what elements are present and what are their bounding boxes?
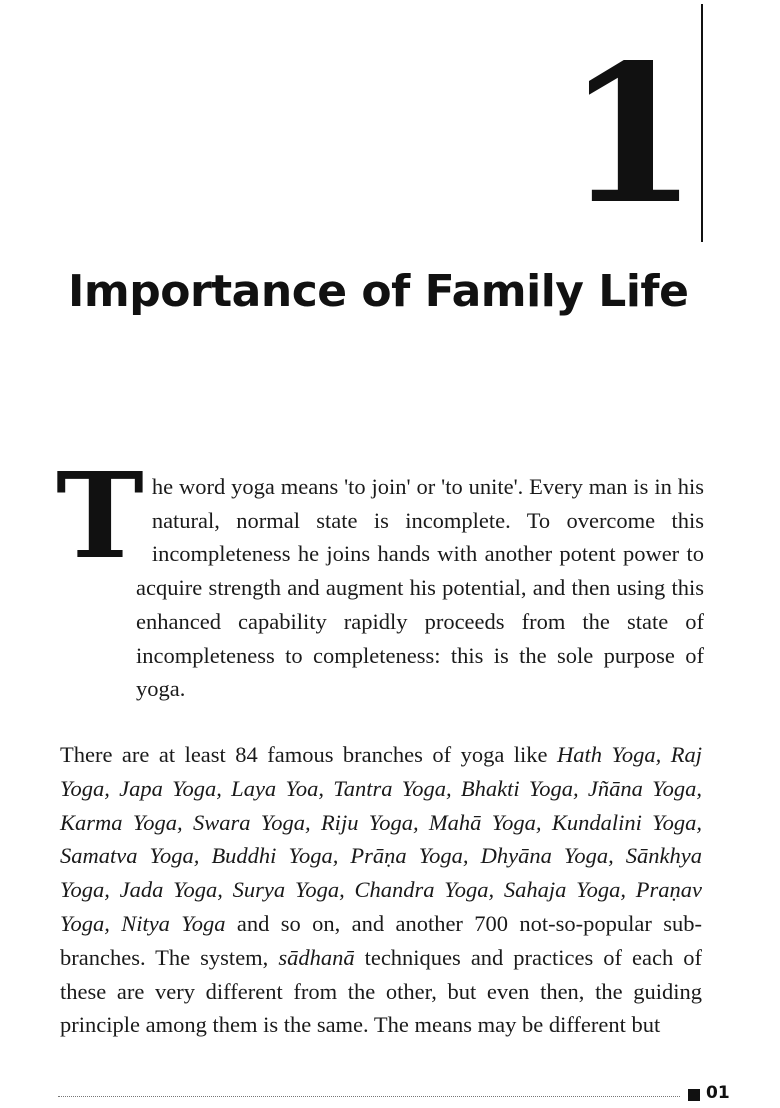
footer-rule: [58, 1096, 680, 1097]
yoga-branches: Hath Yoga, Raj Yoga, Japa Yoga, Laya Yoa, Tantra Yoga, Bhakti Yoga, Jñāna Yoga, Karma Yoga, Swara Yoga, Riju Yoga, Mahā Yoga, Kundalini Yoga, Samatva Yoga, Buddhi Yoga, Prāṇa Yoga, Dhyāna Yoga, Sānkhya Yoga, Jada Yoga, Surya Yoga, Chandra Yoga, Sahaja Yoga, Praṇav Yoga, Nitya Yoga: [60, 742, 702, 936]
square-marker-icon: [688, 1089, 700, 1101]
sadhana-term: sādhanā: [278, 944, 355, 970]
drop-cap: T: [56, 446, 144, 585]
intro-text: he word yoga means 'to join' or 'to unite'. Every man is in his natural, normal state is incomplete. To overcome this incompleteness he joins hands with another potent power to acquire strength and augment his potential, and then using this enhanced capability rapidly proceeds from the state of incompleteness to completeness: this is the sole purpose of yoga.: [136, 474, 704, 702]
body-middle: and so on, and another 700 not-so-popular sub-branches. The system,: [60, 910, 702, 970]
chapter-title: Importance of Family Life: [68, 266, 689, 317]
page-number: 01: [706, 1083, 730, 1103]
body-lead: There are at least 84 famous branches of yoga like: [60, 742, 557, 767]
intro-paragraph: [56, 446, 704, 706]
body-tail: techniques and practices of each of these are very different from the other, but even then, the guiding principle among them is the same. The means may be different but: [60, 944, 702, 1038]
body-paragraph: [60, 738, 702, 1042]
chapter-number: 1: [565, 23, 698, 246]
chapter-rule: [701, 4, 703, 242]
